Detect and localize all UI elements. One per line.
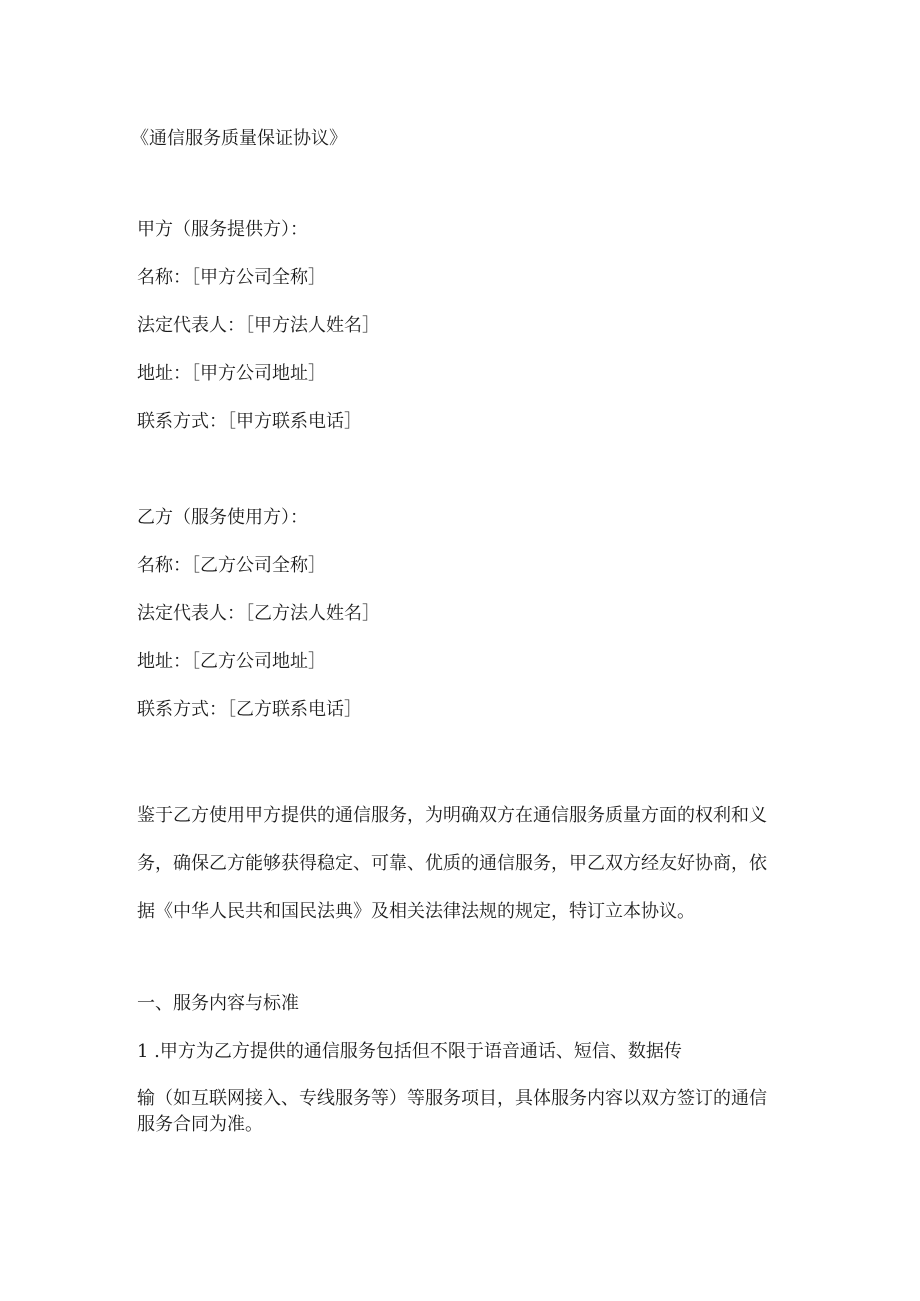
document-title: 《通信服务质量保证协议》 [131, 128, 347, 149]
party-a-address: 地址：［甲方公司地址］ [137, 363, 326, 384]
party-a-contact: 联系方式：［甲方联系电话］ [137, 411, 362, 432]
section-1-heading: 一、服务内容与标准 [137, 993, 299, 1014]
party-b-name: 名称：［乙方公司全称］ [137, 555, 326, 576]
party-b-representative: 法定代表人：［乙方法人姓名］ [137, 603, 380, 624]
party-b-address: 地址：［乙方公司地址］ [137, 651, 326, 672]
intro-paragraph: 鉴于乙方使用甲方提供的通信服务，为明确双方在通信服务质量方面的权利和义务，确保乙方能够获得稳定、可靠、优质的通信服务，甲乙双方经友好协商，依据《中华人民共和国民法典》及相关法律法规的规定，特订立本协议。 [137, 805, 767, 922]
party-b-heading: 乙方（服务使用方）： [137, 507, 308, 528]
party-b-contact: 联系方式：［乙方联系电话］ [137, 699, 362, 720]
party-a-name: 名称：［甲方公司全称］ [137, 267, 326, 288]
section-1-item-1-continuation: 输（如互联网接入、专线服务等）等服务项目，具体服务内容以双方签订的通信服务合同为准。 [137, 1088, 767, 1135]
party-a-representative: 法定代表人：［甲方法人姓名］ [137, 315, 380, 336]
party-a-heading: 甲方（服务提供方）： [137, 219, 308, 240]
section-1-item-1-first-line: 1 .甲方为乙方提供的通信服务包括但不限于语音通话、短信、数据传 [137, 1041, 682, 1062]
